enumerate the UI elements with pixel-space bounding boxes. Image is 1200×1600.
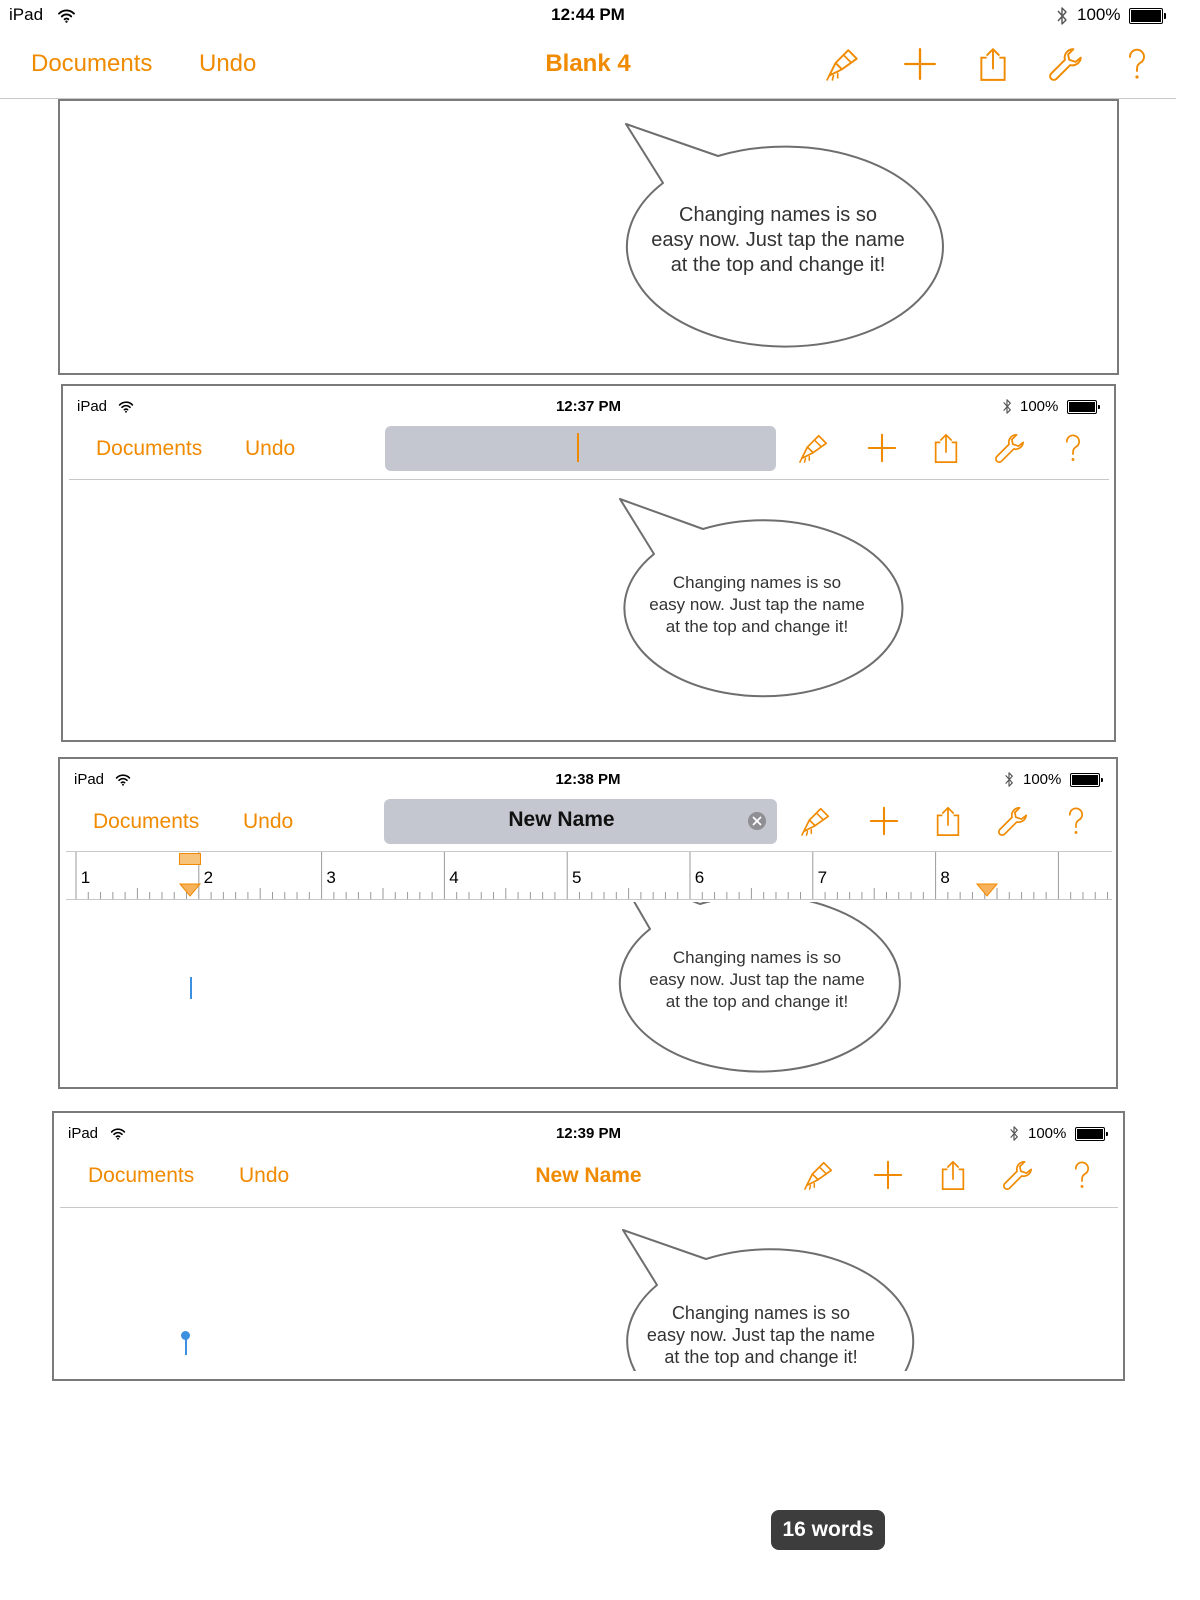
bubble-text[interactable]: Changing names is so easy now. Just tap the name at the top and change it! xyxy=(649,948,865,1011)
word-count-badge: 16 words xyxy=(771,1510,885,1550)
screenshot-frame xyxy=(52,1111,1125,1381)
ruler-number: 7 xyxy=(817,868,828,887)
ruler-number: 3 xyxy=(326,868,336,887)
status-battery-percent: 100% xyxy=(1023,771,1062,788)
screenshot-frame xyxy=(58,757,1118,1089)
title-input-value: New Name xyxy=(508,808,615,831)
status-device: iPad xyxy=(68,1125,99,1142)
status-time: 12:44 PM xyxy=(551,5,625,24)
status-device: iPad xyxy=(77,398,108,415)
status-device: iPad xyxy=(74,771,105,788)
status-battery-percent: 100% xyxy=(1020,398,1059,415)
ruler-number: 5 xyxy=(572,868,582,887)
status-battery-percent: 100% xyxy=(1028,1125,1067,1142)
status-time: 12:37 PM xyxy=(555,398,622,415)
status-device: iPad xyxy=(9,5,44,24)
ruler[interactable] xyxy=(66,852,1112,902)
document-title[interactable]: New Name xyxy=(535,1164,642,1187)
undo-button[interactable]: Undo xyxy=(243,810,294,833)
status-battery-percent: 100% xyxy=(1077,5,1121,24)
ruler-number: 2 xyxy=(203,868,214,887)
battery-icon xyxy=(1129,8,1163,24)
speech-bubble xyxy=(60,759,1116,1087)
left-indent-marker[interactable] xyxy=(179,883,201,897)
bubble-text[interactable]: Changing names is so easy now. Just tap the name at the top and change it! xyxy=(646,1303,876,1367)
speech-bubble xyxy=(63,386,1114,740)
status-time: 12:39 PM xyxy=(555,1125,622,1142)
ruler-number: 1 xyxy=(80,868,91,887)
ruler-number: 6 xyxy=(694,868,705,887)
speech-bubble xyxy=(60,101,1117,373)
bluetooth-icon xyxy=(1056,6,1068,26)
bubble-text[interactable]: Changing names is so easy now. Just tap the name at the top and change it! xyxy=(649,573,865,636)
undo-button[interactable]: Undo xyxy=(239,1164,290,1187)
document-title[interactable]: Blank 4 xyxy=(545,50,631,77)
screenshot-frame xyxy=(58,99,1119,375)
status-time: 12:38 PM xyxy=(555,771,621,788)
undo-button[interactable]: Undo xyxy=(245,437,296,460)
help-icon[interactable] xyxy=(1120,46,1154,82)
documents-button[interactable]: Documents xyxy=(31,50,153,77)
documents-button[interactable]: Documents xyxy=(93,810,200,833)
paintbrush-icon[interactable] xyxy=(825,46,861,82)
first-line-indent-marker[interactable] xyxy=(179,853,201,865)
share-icon[interactable] xyxy=(975,46,1011,82)
text-cursor xyxy=(190,977,192,999)
bubble-text[interactable]: Changing names is so easy now. Just tap the name at the top and change it! xyxy=(651,204,905,276)
selection-handle[interactable] xyxy=(181,1331,190,1340)
ruler-number: 8 xyxy=(940,868,950,887)
screenshot-frame xyxy=(61,384,1116,742)
plus-icon[interactable] xyxy=(902,46,938,82)
speech-bubble xyxy=(54,1113,1123,1371)
ruler-number: 4 xyxy=(449,868,459,887)
documents-button[interactable]: Documents xyxy=(96,437,203,460)
documents-button[interactable]: Documents xyxy=(88,1164,195,1187)
wrench-icon[interactable] xyxy=(1048,46,1084,82)
ruler-ticks xyxy=(66,852,1112,902)
undo-button[interactable]: Undo xyxy=(199,50,257,77)
right-indent-marker[interactable] xyxy=(976,883,998,897)
